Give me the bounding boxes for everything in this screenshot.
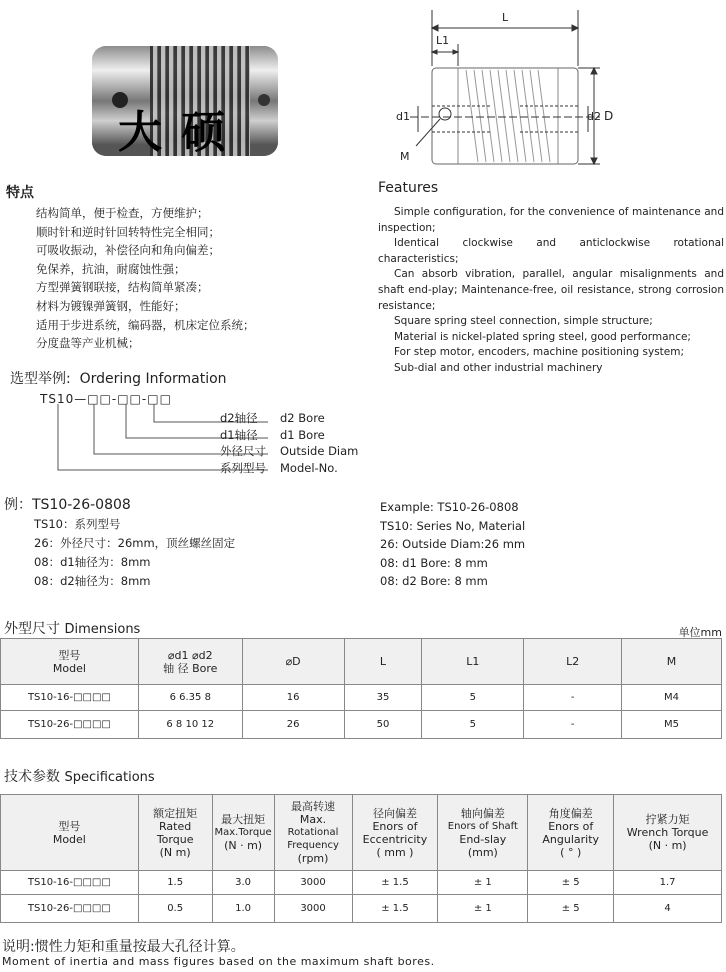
list-item: 材料为镀镍弹簧钢，性能好；	[36, 298, 186, 313]
list-item: 适用于步进系统，编码器，机床定位系统；	[36, 317, 255, 332]
list-item: Identical clockwise and anticlockwise rotational characteristics;	[378, 237, 724, 265]
list-item: 顺时针和逆时针回转特性完全相同；	[36, 224, 220, 239]
note-cn: 说明:惯性力矩和重量按最大孔径计算。	[2, 939, 245, 955]
features-en-list	[378, 205, 724, 377]
list-item: 方型弹簧钢联接，结构简单紧凑；	[36, 280, 209, 295]
specs-title: 技术参数 Specifications	[4, 769, 155, 785]
drawing-label-m: M	[400, 150, 410, 163]
list-item: For step motor, encoders, machine positioning system;	[394, 346, 685, 359]
ordering-code: TS10—□□-□□-□□	[40, 392, 172, 406]
technical-drawing	[390, 6, 726, 176]
example-cn-title: 例：TS10-26-0808	[4, 497, 131, 513]
drawing-label-l: L	[502, 11, 509, 24]
table-header-row: 型号 Model 额定扭矩 Rated Torque (N m) 最大扭矩 Max.Torque (N · m) 最高转速 Max. Rotational Frequency (rpm) 径向偏差 Enors of Eccentricity ( mm ) 轴向偏差 Enors of Shaft End-slay (mm) 角度偏差 Enors of Angularity ( ° ) 拧紧力矩 Wrench Torque (N · m)	[1, 795, 722, 871]
dimensions-unit: 单位mm	[678, 626, 722, 639]
specs-table	[0, 794, 722, 923]
table-row: TS10-26-□□□□ 6 8 10 12 26 50 5 - M5	[1, 711, 722, 739]
list-item: 结构简单，便于检查，方便维护；	[36, 206, 209, 220]
example-en: Example: TS10-26-0808 TS10: Series No, Material 26: Outside Diam:26 mm 08: d1 Bore: 8 mm 08: d2 Bore: 8 mm	[380, 500, 526, 588]
drawing-label-l1: L1	[436, 34, 450, 47]
note-en: Moment of inertia and mass figures based on the maximum shaft bores.	[2, 955, 435, 968]
list-item: Simple configuration, for the convenience of maintenance and inspection;	[378, 206, 724, 234]
drawing-label-d1: d1	[396, 110, 410, 123]
table-header-row: 型号 Model ⌀d1 ⌀d2 轴 径 Bore ⌀D L L1 L2 M	[1, 639, 722, 685]
drawing-label-D: D	[604, 109, 614, 123]
list-item: Material is nickel-plated spring steel, good performance;	[394, 330, 691, 343]
drawing-label-d2: d2	[587, 110, 601, 123]
table-row: TS10-16-□□□□ 6 6.35 8 16 35 5 - M4	[1, 685, 722, 711]
list-item: 免保养，抗油，耐腐蚀性强；	[36, 261, 186, 276]
example-cn-lines: TS10：系列型号 26：外径尺寸：26mm，顶丝螺丝固定 08：d1轴径为：8mm 08：d2轴径为：8mm	[34, 517, 236, 588]
list-item: Can absorb vibration, parallel, angular misalignments and shaft end-play; Maintenance-free, oil resistance, strong corrosion resistance;	[378, 268, 724, 312]
table-row: TS10-16-□□□□ 1.5 3.0 3000 ± 1.5 ± 1 ± 5 1.7	[1, 871, 722, 895]
features-en-title: Features	[378, 180, 439, 196]
watermark-text: 大 硕	[118, 107, 228, 158]
ordering-title: 选型举例: Ordering Information	[10, 371, 227, 387]
features-cn-list	[36, 204, 356, 353]
list-item: 分度盘等产业机械；	[36, 336, 140, 351]
list-item: 可吸收振动，补偿径向和角向偏差；	[36, 243, 220, 258]
features-cn-title: 特点	[6, 185, 34, 201]
dimensions-title: 外型尺寸 Dimensions	[4, 621, 141, 637]
dimensions-table	[0, 638, 722, 739]
list-item: Square spring steel connection, simple structure;	[394, 315, 653, 328]
ordering-labels: d2轴径 d2 Bore d1轴径 d1 Bore 外径尺寸 Outside Diam 系列型号 Model-No.	[220, 411, 359, 475]
list-item: Sub-dial and other industrial machinery	[394, 361, 603, 374]
table-row: TS10-26-□□□□ 0.5 1.0 3000 ± 1.5 ± 1 ± 5 4	[1, 895, 722, 923]
